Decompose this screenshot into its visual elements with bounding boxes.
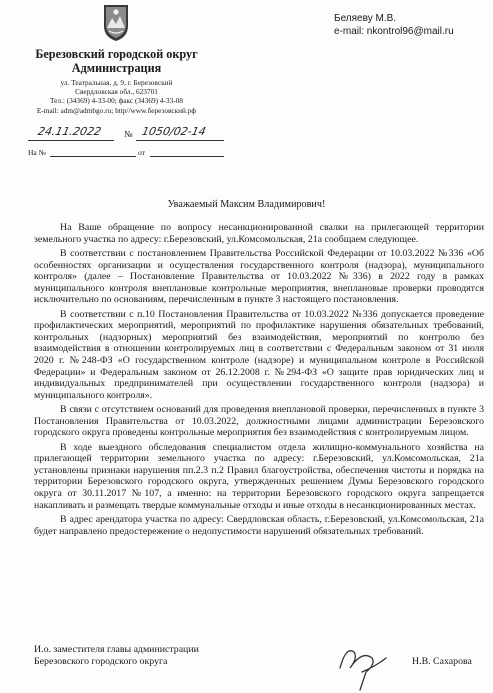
reference-row [28, 147, 228, 159]
recipient-name: Беляеву М.В. [334, 13, 397, 24]
signer-name: Н.В. Сахарова [412, 656, 472, 667]
org-name-line-2: Администрация [71, 61, 162, 75]
organization-name [14, 47, 219, 75]
paragraph: В соответствии с постановлением Правительства Российской Федерации от 10.03.2022 №336 «Об особенностях организации и осуществления государственного контроля (надзора), муниципального контроля» (далее – Постановление Правительства от 10.03.2022 №336) в 2022 году в рамках муниципального контроля внеплановые контрольные мероприятия, внеплановые проверки проводятся исключительно по основаниям, перечисленным в пункте 3 настоящего постановления. [34, 248, 484, 306]
org-name-line-1: Березовский городской округ [35, 47, 198, 61]
signer-title [34, 644, 199, 668]
signer-title-line-1: И.о. заместителя главы администрации [34, 644, 199, 655]
address-line: E-mail: adm@admbgo.ru; http//www.березовский.рф [36, 105, 197, 115]
salutation: Уважаемый Максим Владимирович! [167, 199, 326, 210]
recipient-block [334, 12, 454, 38]
organization-address [14, 78, 219, 115]
paragraph: На Ваше обращение по вопросу несанкционированной свалки на прилегающей территории земельного участка по адресу: г.Березовский, ул.Комсомольская, 21а сообщаем следующее. [34, 222, 484, 245]
ref-date-underline [150, 147, 224, 157]
address-line: Свердловская обл., 623701 [75, 87, 158, 97]
recipient-email: e-mail: nkontrol96@mail.ru [334, 26, 454, 37]
paragraph: В связи с отсутствием оснований для проведения внеплановой проверки, перечисленных в пункте 3 Постановления Правительства от 10.03.2022, должностными лицами администрации Березовского городского округа проведены контрольные мероприятия без взаимодействия с контролируемым лицом. [34, 404, 484, 439]
handwritten-signature-icon [332, 628, 392, 693]
paragraph: В адрес арендатора участка по адресу: Свердловская область, г.Березовский, ул.Комсомольская, 21а будет направлено предостережение о недопустимости нарушений обязательных требований. [34, 514, 484, 537]
outgoing-date-number-row [28, 125, 228, 142]
handwritten-number: 1050/02-14 [140, 125, 208, 138]
handwritten-date: 24.11.2022 [36, 125, 103, 138]
coat-of-arms-icon [103, 4, 129, 42]
letter-body [34, 222, 484, 540]
ref-number-underline [50, 147, 136, 157]
signer-title-line-2: Березовского городского округа [34, 656, 168, 668]
number-sign: № [124, 129, 133, 139]
address-line: ул. Театральная, д. 9, г. Березовский [60, 78, 173, 87]
paragraph: В ходе выездного обследования специалистом отдела жилищно-коммунального хозяйства на прилегающей территории земельного участка по адресу: г.Березовский, ул.Комсомольская, 21а установлены признаки нарушения пп.2.3 п.2 Правил благоустройства, обеспечения чистоты и порядка на территории Березовского городского округа, утвержденных решением Думы Березовского городского округа от 30.11.2017 №107, а именно: на территории Березовского городского округа запрещается накапливать и размещать твердые коммунальные отходы и иные отходы в несанкционированных местах. [34, 441, 484, 511]
ref-prefix: На № [28, 148, 46, 157]
ref-from: от [138, 148, 145, 157]
address-line: Тел.: (34369) 4-33-00; факс (34369) 4-33-08 [49, 96, 184, 106]
paragraph: В соответствии с п.10 Постановления Правительства от 10.03.2022 №336 допускается проведение профилактических мероприятий, мероприятий по профилактике нарушения обязательных требований, контрольных (надзорных) мероприятий без взаимодействия, мероприятий по контролю без взаимодействия в отношении контролируемых лиц в соответствии с Федеральным законом от 31 июля 2020 г. №248-ФЗ «О государственном контроле (надзоре) и муниципальном контроле в Российской Федерации» и Федеральным законом от 26.12.2008 г. №294-ФЗ «О защите прав юридических лиц и индивидуальных предпринимателей при осуществлении государственного контроля (надзора) и муниципального контроля». [34, 308, 484, 401]
